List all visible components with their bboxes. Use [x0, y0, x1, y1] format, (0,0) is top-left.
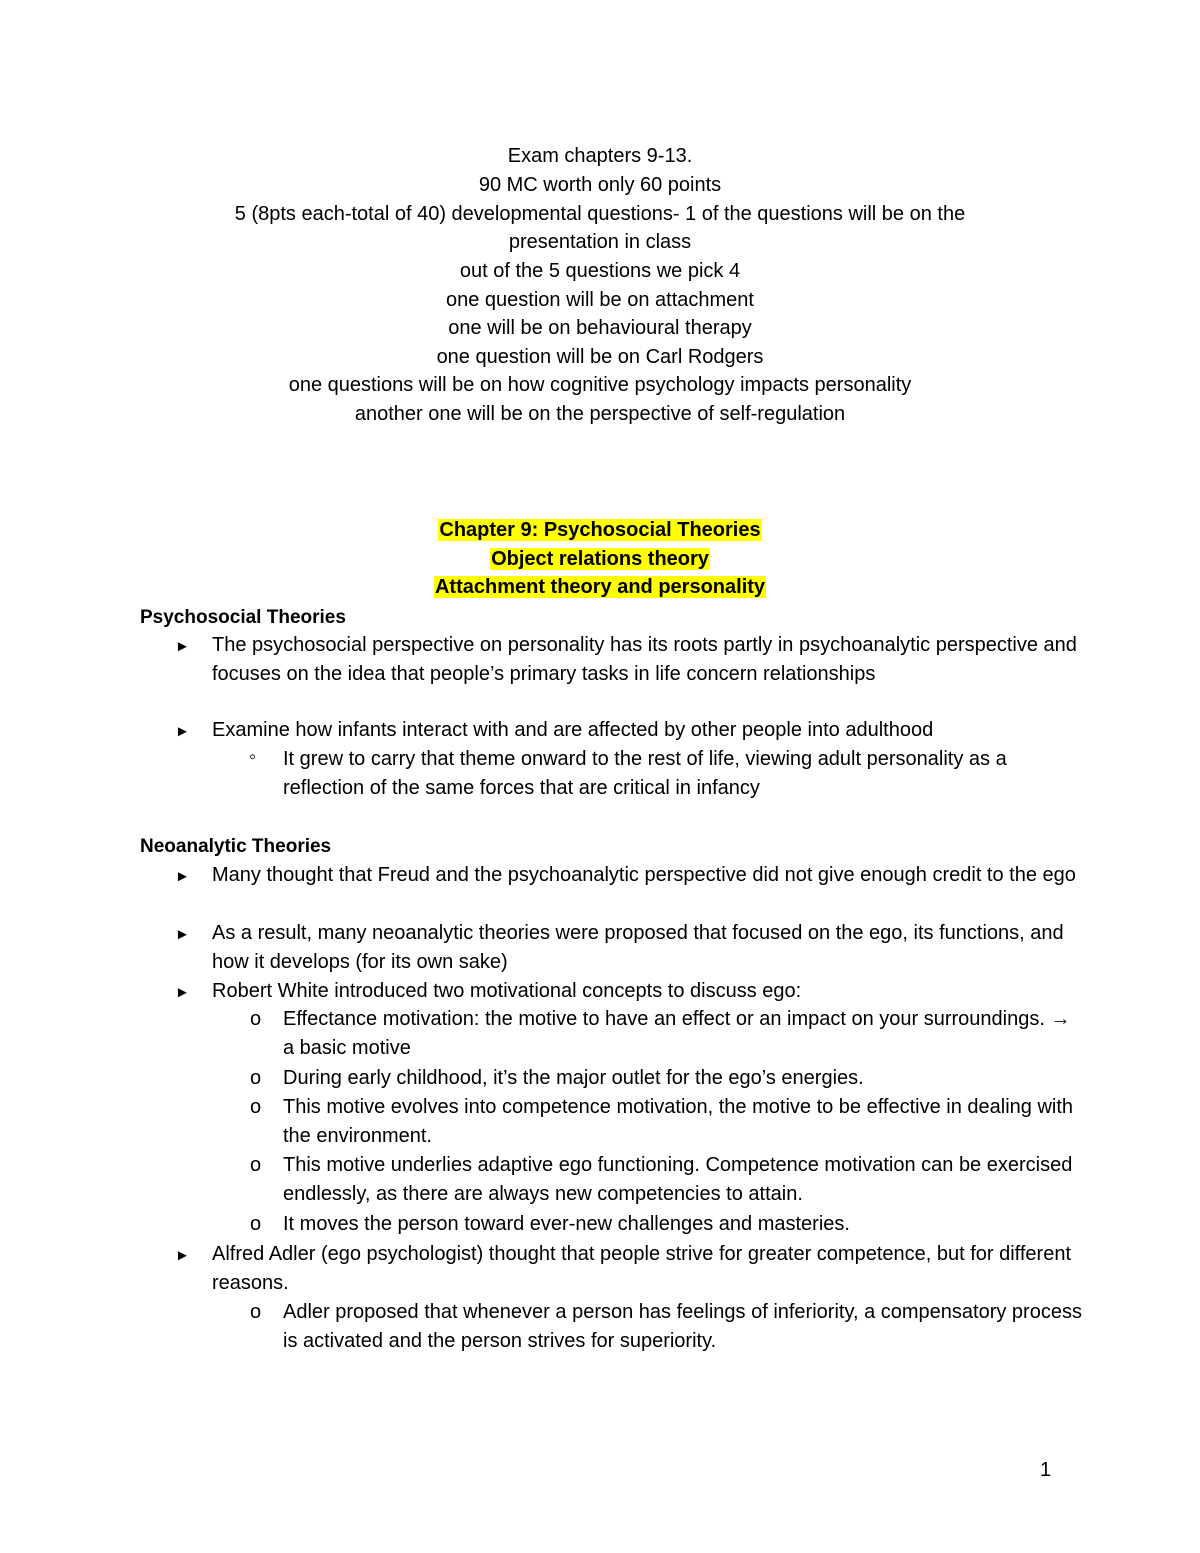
self-regulation-line: another one will be on the perspective of self-regulation: [354, 403, 846, 425]
list-item-text: It moves the person toward ever-new challenges and masteries.: [283, 1213, 850, 1235]
small-circle-bullet-icon: ◦: [249, 746, 257, 768]
carl-rodgers-line: one question will be on Carl Rodgers: [436, 346, 764, 368]
list-item: [250, 1298, 1083, 1357]
circle-bullet-icon: o: [250, 1067, 262, 1089]
arrow-bullet-icon: ►: [175, 723, 190, 740]
cognitive-psychology-line: one questions will be on how cognitive psychology impacts personality: [288, 374, 912, 396]
exam-chapters-line: Exam chapters 9-13.: [507, 145, 693, 167]
list-item: [250, 1093, 1083, 1152]
psychosocial-heading: Psychosocial Theories: [140, 607, 346, 628]
list-item: [250, 1064, 1083, 1093]
object-relations-text: Object relations theory: [491, 548, 709, 570]
list-item-text: The psychosocial perspective on personality has its roots partly in psychoanalytic perspective and focuses on the idea that people’s primary tasks in life concern relationships: [212, 634, 1077, 686]
list-item: [250, 1151, 1083, 1210]
circle-bullet-icon: o: [250, 1008, 262, 1030]
list-item-text: Many thought that Freud and the psychoanalytic perspective did not give enough credit to the ego: [212, 864, 1076, 886]
behavioural-therapy-line: one will be on behavioural therapy: [448, 317, 752, 339]
list-item-text: Adler proposed that whenever a person has feelings of inferiority, a compensatory process is activated and the person strives for superiority.: [283, 1301, 1082, 1353]
list-item: [175, 861, 1082, 890]
list-item: [250, 1005, 1083, 1064]
list-item: [175, 716, 1082, 745]
list-item: [175, 919, 1082, 978]
circle-bullet-icon: o: [250, 1096, 262, 1118]
list-item-text: Effectance motivation: the motive to have an effect or an impact on your surroundings. → a basic motive: [283, 1008, 1071, 1060]
neoanalytic-heading: Neoanalytic Theories: [140, 836, 332, 857]
list-item: [249, 745, 1083, 804]
page-number: 1: [1040, 1459, 1052, 1481]
list-item-text: It grew to carry that theme onward to the rest of life, viewing adult personality as a reflection of the same forces that are critical in infancy: [283, 748, 1007, 800]
chapter-title-text: Chapter 9: Psychosocial Theories: [439, 519, 761, 541]
list-item-text: As a result, many neoanalytic theories were proposed that focused on the ego, its functions, and how it develops (for its own sake): [212, 922, 1064, 974]
pick-four-line: out of the 5 questions we pick 4: [459, 260, 741, 282]
list-item-text: This motive underlies adaptive ego functioning. Competence motivation can be exercised endlessly, as there are always new competencies to attain.: [283, 1154, 1073, 1206]
circle-bullet-icon: o: [250, 1154, 262, 1176]
mc-points-line: 90 MC worth only 60 points: [478, 174, 722, 196]
chapter-title: [0, 516, 1200, 544]
list-item-text: Alfred Adler (ego psychologist) thought that people strive for greater competence, but for different reasons.: [212, 1243, 1072, 1295]
arrow-bullet-icon: ►: [175, 1247, 190, 1264]
developmental-questions-line: 5 (8pts each-total of 40) developmental questions- 1 of the questions will be on the: [234, 203, 966, 225]
presentation-line: presentation in class: [508, 231, 692, 253]
chapter-subtitle-object-relations: [0, 545, 1200, 573]
attachment-question-line: one question will be on attachment: [446, 289, 754, 311]
chapter-subtitle-attachment: [0, 573, 1200, 601]
list-item-text: This motive evolves into competence motivation, the motive to be effective in dealing with the environment.: [283, 1096, 1074, 1148]
arrow-bullet-icon: ►: [175, 638, 190, 655]
list-item-text: Examine how infants interact with and are affected by other people into adulthood: [212, 719, 934, 741]
list-item: [175, 1240, 1082, 1299]
attachment-theory-text: Attachment theory and personality: [434, 576, 766, 598]
list-item: [175, 631, 1082, 690]
arrow-bullet-icon: ►: [175, 868, 190, 885]
circle-bullet-icon: o: [250, 1213, 262, 1235]
circle-bullet-icon: o: [250, 1301, 262, 1323]
list-item-text: Robert White introduced two motivational concepts to discuss ego:: [212, 980, 802, 1002]
arrow-bullet-icon: ►: [175, 926, 190, 943]
list-item: [175, 977, 1082, 1006]
list-item-text: During early childhood, it’s the major outlet for the ego’s energies.: [283, 1067, 864, 1089]
list-item: [250, 1210, 1083, 1239]
arrow-bullet-icon: ►: [175, 984, 190, 1001]
